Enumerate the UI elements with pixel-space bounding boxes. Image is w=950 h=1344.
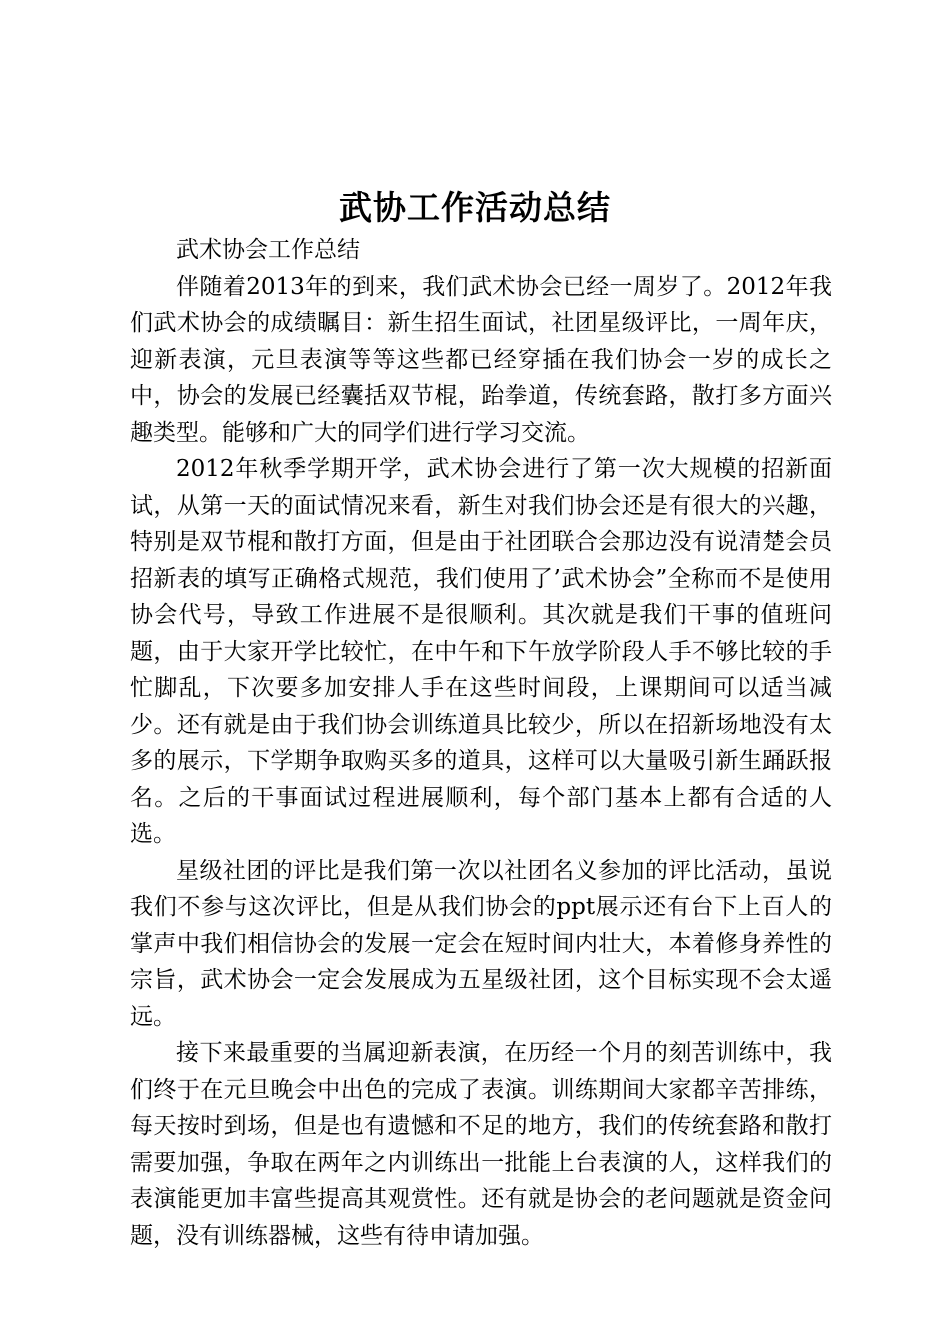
document-subtitle: 武术协会工作总结 bbox=[176, 237, 360, 263]
paragraph: 2012年秋季学期开学，武术协会进行了第一次大规模的招新面试，从第一天的面试情况来看，新生对我们协会还是有很大的兴趣，特别是双节棍和散打方面，但是由于社团联合会那边没有说清楚会员招新表的填写正确格式规范，我们使用了’武术协会”全称而不是使用协会代号，导致工作进展不是很顺利。其次就是我们干事的值班问题，由于大家开学比较忙，在中午和下午放学阶段人手不够比较的手忙脚乱，下次要多加安排人手在这些时间段，上课期间可以适当减少。还有就是由于我们协会训练道具比较少，所以在招新场地没有太多的展示，下学期争取购买多的道具，这样可以大量吸引新生踊跃报名。之后的干事面试过程进展顺利，每个部门基本上都有合适的人选。 bbox=[130, 456, 832, 847]
paragraph: 伴随着2013年的到来，我们武术协会已经一周岁了。2012年我们武术协会的成绩瞩目：新生招生面试，社团星级评比，一周年庆，迎新表演，元旦表演等等这些都已经穿插在我们协会一岁的成长之中，协会的发展已经囊括双节棍，跆拳道，传统套路，散打多方面兴趣类型。能够和广大的同学们进行学习交流。 bbox=[130, 273, 832, 446]
document-body bbox=[130, 232, 832, 1254]
paragraph: 星级社团的评比是我们第一次以社团名义参加的评比活动，虽说我们不参与这次评比，但是从我们协会的ppt展示还有台下上百人的掌声中我们相信协会的发展一定会在短时间内壮大，本着修身养性的宗旨，武术协会一定会发展成为五星级社团，这个目标实现不会太遥远。 bbox=[130, 857, 832, 1030]
document-title: 武协工作活动总结 bbox=[339, 188, 611, 227]
paragraph: 接下来最重要的当属迎新表演，在历经一个月的刻苦训练中，我们终于在元旦晚会中出色的完成了表演。训练期间大家都辛苦排练，每天按时到场，但是也有遗憾和不足的地方，我们的传统套路和散打需要加强，争取在两年之内训练出一批能上台表演的人，这样我们的表演能更加丰富些提高其观赏性。还有就是协会的老问题就是资金问题，没有训练器械，这些有待申请加强。 bbox=[130, 1040, 832, 1249]
